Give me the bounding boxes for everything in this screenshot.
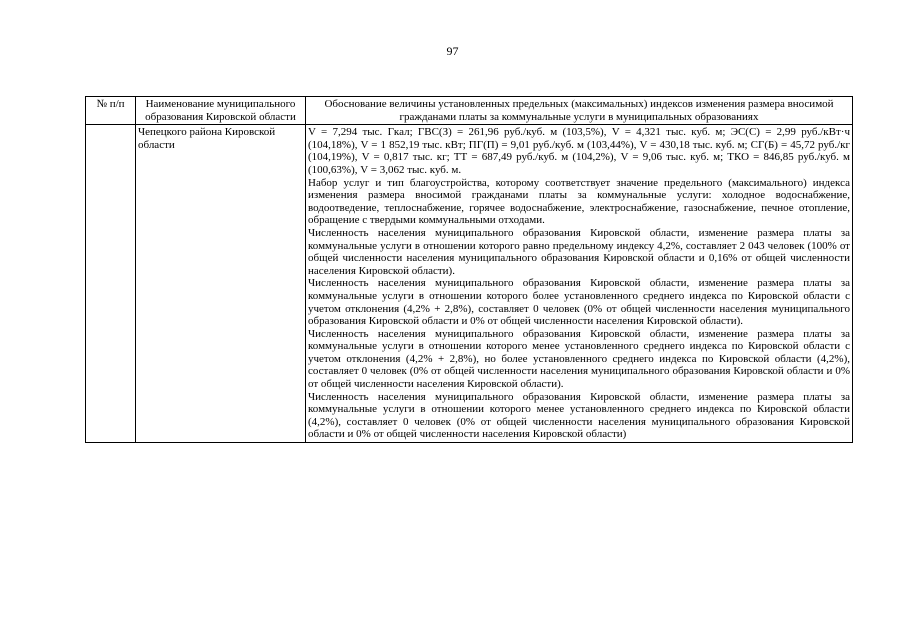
municipality-name-text: Чепецкого района Кировской области [138, 126, 276, 151]
header-num: № п/п [86, 97, 136, 125]
table-row [86, 125, 853, 443]
justification-paragraph: Численность населения муниципального образования Кировской области, изменение размера платы за коммунальные услуги в отношении которого менее установленного среднего индекса по Кировской области (4,2%), составляет 0 человек (0% от общей численности населения муниципального образования Кировской области и 0% от общей численности населения Кировской области) [308, 390, 850, 441]
justification-paragraph: Численность населения муниципального образования Кировской области, изменение размера платы за коммунальные услуги в отношении которого более установленного среднего индекса по Кировской области с учетом отклонения (4,2% + 2,8%), составляет 0 человек (0% от общей численности населения муниципального образования Кировской области и 0% от общей численности населения Кировской области). [308, 277, 850, 328]
justification-paragraph: Численность населения муниципального образования Кировской области, изменение размера платы за коммунальные услуги в отношении которого менее установленного среднего индекса по Кировской области с учетом отклонения (4,2% + 2,8%), но более установленного среднего индекса по Кировской области (4,2%), составляет 0 человек (0% от общей численности населения муниципального образования Кировской области и 0% от общей численности населения Кировской области). [308, 327, 850, 391]
header-municipality-name: Наименование муниципального образования Кировской области [136, 97, 306, 125]
justification-paragraph: V = 7,294 тыс. Гкал; ГВС(З) = 261,96 руб./куб. м (103,5%), V = 4,321 тыс. куб. м; ЭС(С) = 2,99 руб./кВт·ч (104,18%), V = 1 852,19 тыс. кВт; ПГ(П) = 9,01 руб./куб. м (103,44%), V = 430,18 тыс. куб. м; СГ(Б) = 45,72 руб./кг (104,19%), V = 0,817 тыс. кг; ТТ = 687,49 руб./куб. м (104,2%), V = 9,06 тыс. куб. м; ТКО = 846,85 руб./куб. м (100,63%), V = 3,062 тыс. куб. м. [308, 126, 850, 176]
row-municipality-name [136, 125, 306, 443]
row-num [86, 125, 136, 443]
row-justification [306, 125, 853, 443]
table-header-row [86, 97, 853, 125]
indices-table [85, 96, 853, 443]
header-justification: Обоснование величины установленных предельных (максимальных) индексов изменения размера вносимой гражданами платы за коммунальные услуги в муниципальных образованиях [306, 97, 853, 125]
page-number: 97 [446, 44, 459, 58]
justification-paragraph: Набор услуг и тип благоустройства, которому соответствует значение предельного (максимального) индекса изменения размера вносимой гражданами платы за коммунальные услуги: холодное водоснабжение, водоотведение, теплоснабжение, горячее водоснабжение, электроснабжение, газоснабжение, печное отопление, обращение с твердыми коммунальными отходами. [308, 176, 850, 227]
justification-paragraph: Численность населения муниципального образования Кировской области, изменение размера платы за коммунальные услуги в отношении которого равно предельному индексу 4,2%, составляет 2 043 человек (100% от общей численности населения муниципального образования Кировской области и 0,16% от общей численности населения Кировской области). [308, 226, 850, 277]
